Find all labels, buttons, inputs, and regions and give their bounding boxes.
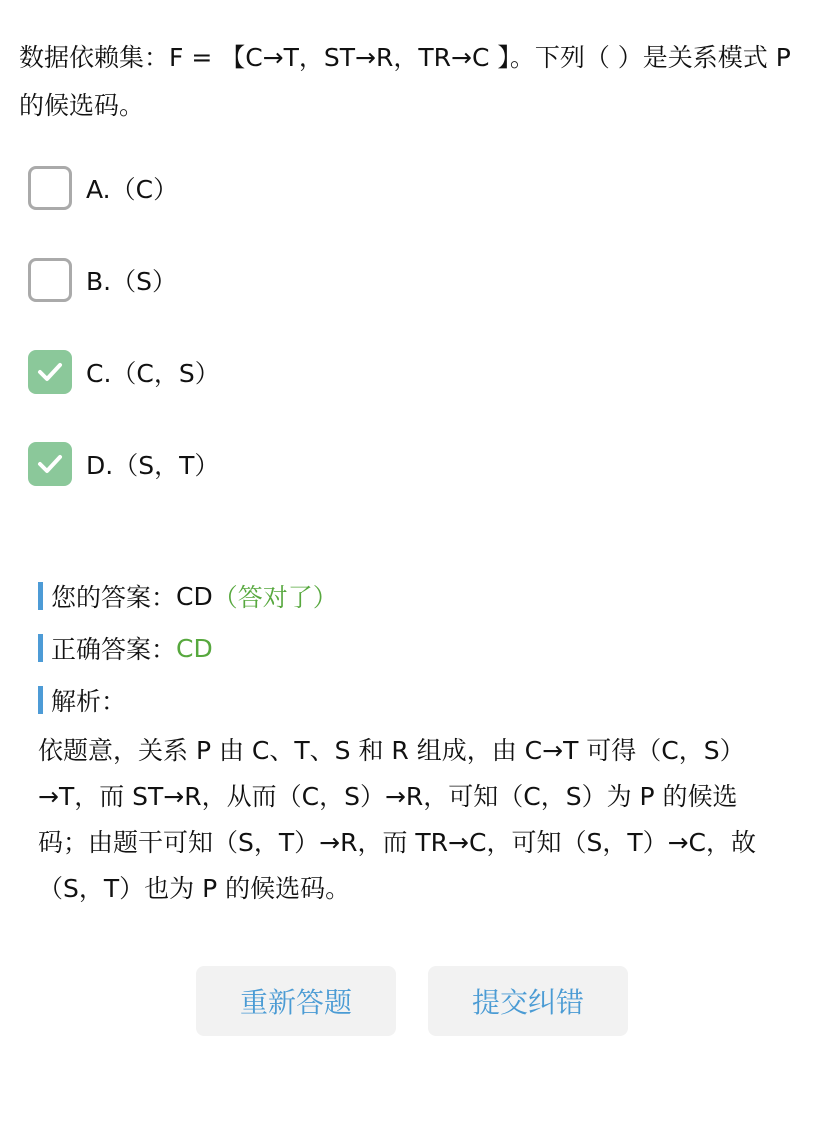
checkbox-c[interactable] bbox=[28, 350, 72, 394]
option-b[interactable] bbox=[28, 256, 220, 304]
analysis-label: 解析： bbox=[51, 687, 127, 716]
section-bar bbox=[38, 634, 43, 662]
option-c[interactable] bbox=[28, 348, 220, 396]
option-d-label: D.（S，T） bbox=[86, 451, 220, 480]
your-answer-label: 您的答案： bbox=[51, 583, 177, 612]
report-error-button[interactable]: 提交纠错 bbox=[428, 966, 628, 1036]
option-a-label: A.（C） bbox=[86, 175, 179, 204]
option-c-label: C.（C，S） bbox=[86, 359, 220, 388]
option-a[interactable] bbox=[28, 164, 220, 212]
retry-button[interactable]: 重新答题 bbox=[196, 966, 396, 1036]
analysis-heading-row bbox=[38, 674, 788, 726]
checkbox-d[interactable] bbox=[28, 442, 72, 486]
your-answer-value: CD bbox=[176, 581, 213, 611]
question-text: 数据依赖集：F = 【C→T，ST→R，TR→C 】。下列（ ）是关系模式 P 的候选码。 bbox=[19, 43, 791, 120]
checkmark-icon bbox=[37, 362, 63, 382]
correct-answer-label: 正确答案： bbox=[51, 635, 177, 664]
analysis-text: 依题意，关系 P 由 C、T、S 和 R 组成，由 C→T 可得（C，S）→T，而 ST→R，从而（C，S）→R，可知（C，S）为 P 的候选码；由题干可知（S，T）→R，而 TR→C，可知（S，T）→C，故（S，T）也为 P 的候选码。 bbox=[38, 736, 756, 903]
option-d[interactable] bbox=[28, 440, 220, 488]
checkbox-a[interactable] bbox=[28, 166, 72, 210]
option-b-label: B.（S） bbox=[86, 267, 177, 296]
correct-answer-row bbox=[38, 622, 788, 674]
section-bar bbox=[38, 686, 43, 714]
action-buttons bbox=[196, 966, 628, 1036]
correct-answer-value: CD bbox=[176, 633, 213, 663]
option-list bbox=[28, 164, 220, 532]
result-panel bbox=[38, 570, 788, 912]
your-answer-row bbox=[38, 570, 788, 622]
checkmark-icon bbox=[37, 454, 63, 474]
checkbox-b[interactable] bbox=[28, 258, 72, 302]
section-bar bbox=[38, 582, 43, 610]
answer-status: （答对了） bbox=[212, 583, 338, 612]
